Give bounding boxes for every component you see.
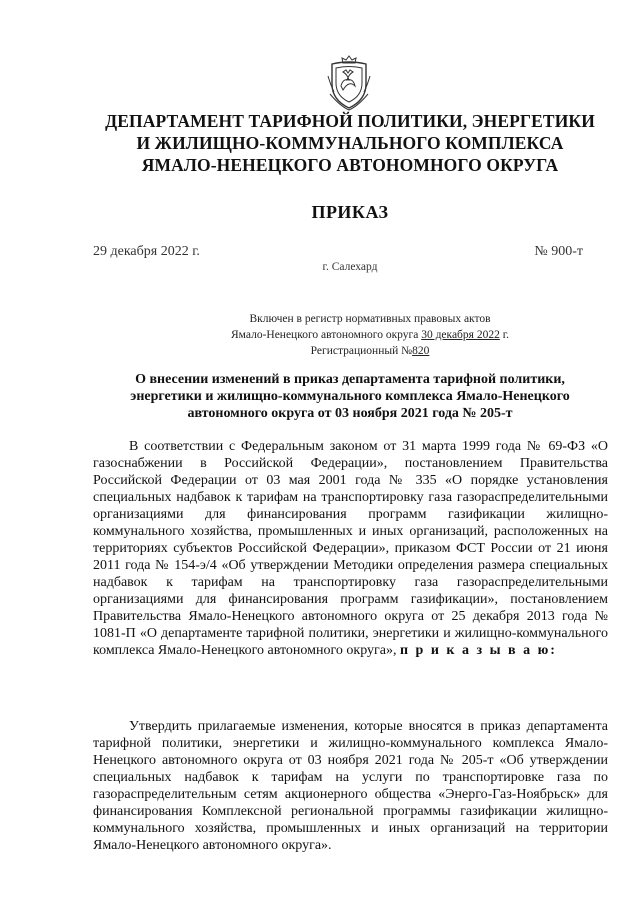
coat-of-arms-emblem <box>326 54 372 112</box>
registry-stamp <box>200 311 540 359</box>
registry-line-2-prefix: Ямало-Ненецкого автономного округа <box>231 329 422 341</box>
registry-date: 30 декабря 2022 <box>421 329 500 341</box>
order-paragraph <box>93 718 608 854</box>
document-heading: О внесении изменений в приказ департамента тарифной политики, энергетики и жилищно-коммунального комплекса Ямало-Ненецкого автономного округа от 03 ноября 2021 года № 205-т <box>130 372 570 421</box>
document-number: № 900-т <box>534 244 583 259</box>
registry-line-1: Включен в регистр нормативных правовых актов <box>249 313 491 325</box>
order-colon: : <box>550 643 555 658</box>
registry-number: 820 <box>412 345 430 357</box>
department-line-3: ЯМАЛО-НЕНЕЦКОГО АВТОНОМНОГО ОКРУГА <box>141 155 559 175</box>
document-date: 29 декабря 2022 г. <box>93 244 200 259</box>
department-line-1: ДЕПАРТАМЕНТ ТАРИФНОЙ ПОЛИТИКИ, ЭНЕРГЕТИКИ <box>105 111 595 131</box>
order-word: п р и к а з ы в а ю <box>399 643 551 658</box>
department-name <box>60 110 640 176</box>
registry-line-3 <box>200 343 540 359</box>
order-text: Утвердить прилагаемые изменения, которые вносятся в приказ департамента тарифной политики, энергетики и жилищно-коммунального комплекса Ямало-Ненецкого автономного округа от 03 ноября 2021 года № 205-т «Об утверждении специальных надбавок к тарифам на услуги по транспортировке газа по газораспределительным сетям акционерного общества «Энерго-Газ-Ноябрьск» для финансирования Комплексной региональной программы газификации жилищно-коммунального хозяйства, промышленных и иных организаций на территории Ямало-Ненецкого автономного округа». <box>93 719 608 853</box>
preamble-paragraph <box>93 438 608 659</box>
registry-number-label: Регистрационный № <box>310 345 413 357</box>
preamble-text: В соответствии с Федеральным законом от 31 марта 1999 года № 69-ФЗ «О газоснабжении в Российской Федерации», постановлением Правительства Российской Федерации от 03 мая 2001 года № 335 «О порядке установления специальных надбавок к тарифам на транспортировку газа газораспределительными организациями для финансирования программ газификации жилищно-коммунального хозяйства, промышленных и иных организаций, расположенных на территориях субъектов Российской Федерации», приказом ФСТ России от 21 июня 2011 года № 154-э/4 «Об утверждении Методики определения размера специальных надбавок к тарифам на транспортировку газа газораспределительными организациями для финансирования программ газификации», постановлением Правительства Ямало-Ненецкого автономного округа от 25 декабря 2013 года № 1081-П «О департаменте тарифной политики, энергетики и жилищно-коммунального комплекса Ямало-Ненецкого автономного округа», <box>93 439 608 658</box>
document-type: ПРИКАЗ <box>311 202 389 222</box>
document-city: г. Салехард <box>322 261 378 273</box>
registry-line-2-suffix: г. <box>499 329 509 341</box>
registry-line-2 <box>200 327 540 343</box>
department-line-2: И ЖИЛИЩНО-КОММУНАЛЬНОГО КОМПЛЕКСА <box>136 133 564 153</box>
